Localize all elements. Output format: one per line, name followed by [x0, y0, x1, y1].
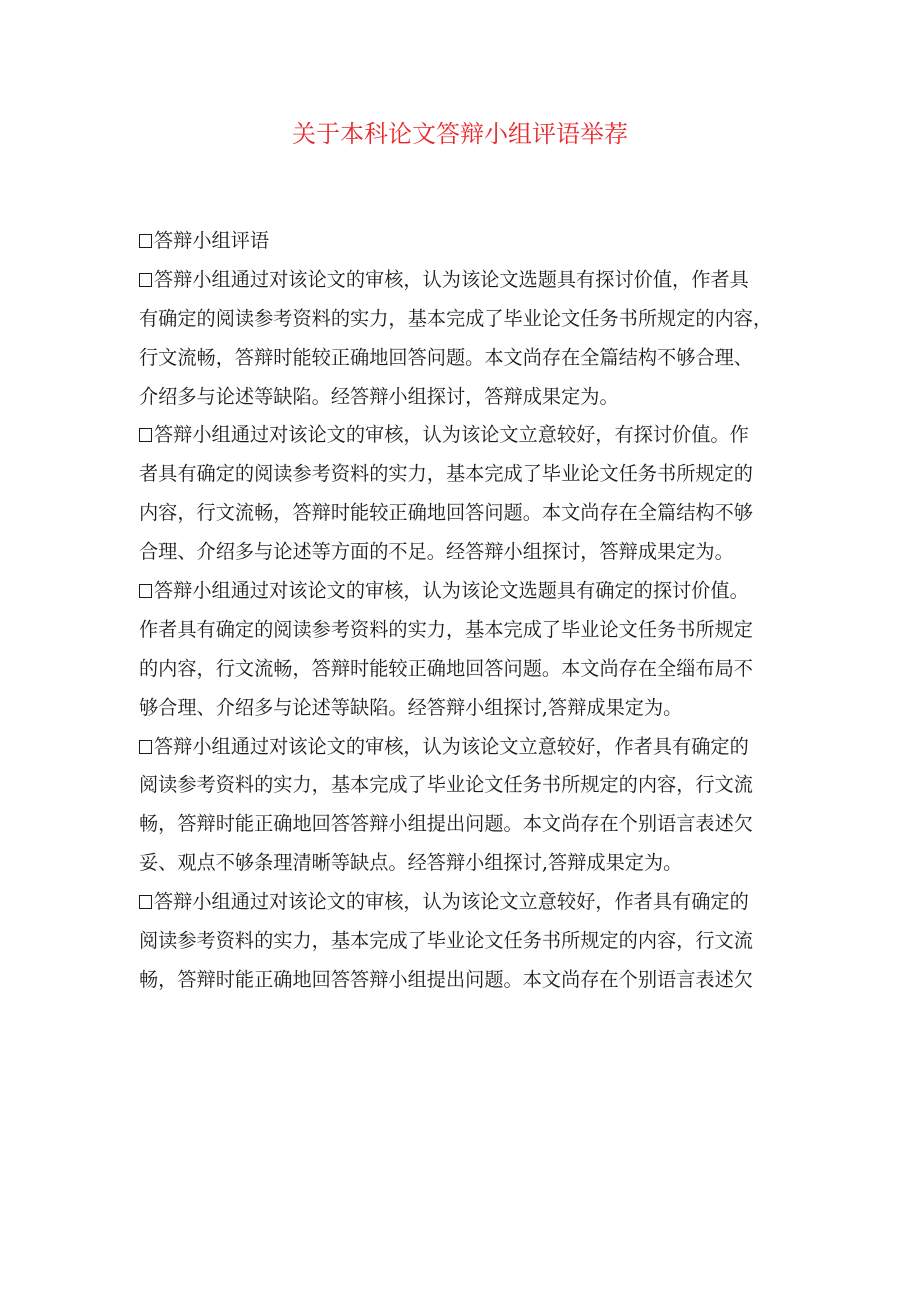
paragraph-line: 畅，答辩时能正确地回答答辩小组提出问题。本文尚存在个别语言表述欠 — [139, 812, 753, 836]
comment-paragraph — [139, 261, 785, 417]
paragraph-line: 行文流畅，答辩时能较正确地回答问题。本文尚存在全篇结构不够合理、 — [139, 345, 753, 369]
comment-paragraph — [139, 728, 785, 884]
paragraph-line: 答辩小组通过对该论文的审核，认为该论文立意较好，作者具有确定的 — [154, 734, 749, 758]
paragraph-line: 够合理、介绍多与论述等缺陷。经答辩小组探讨,答辩成果定为。 — [139, 695, 683, 719]
paragraph-line: 畅，答辩时能正确地回答答辩小组提出问题。本文尚存在个别语言表述欠 — [139, 967, 753, 991]
paragraph-line: 阅读参考资料的实力，基本完成了毕业论文任务书所规定的内容，行文流 — [139, 773, 753, 797]
paragraph-line: 者具有确定的阅读参考资料的实力，基本完成了毕业论文任务书所规定的 — [139, 462, 753, 486]
paragraph-line: 阅读参考资料的实力，基本完成了毕业论文任务书所规定的内容，行文流 — [139, 929, 753, 953]
paragraph-line: 介绍多与论述等缺陷。经答辩小组探讨，答辩成果定为。 — [139, 384, 619, 408]
checkbox-bullet-icon — [139, 273, 152, 287]
section-heading — [139, 222, 785, 261]
checkbox-bullet-icon — [139, 428, 152, 442]
paragraph-line: 答辩小组通过对该论文的审核，认为该论文立意较好，有探讨价值。作 — [154, 423, 749, 447]
paragraph-line: 答辩小组通过对该论文的审核，认为该论文选题具有确定的探讨价值。 — [154, 579, 749, 603]
checkbox-bullet-icon — [139, 740, 152, 754]
comment-paragraph — [139, 883, 785, 1000]
document-body — [139, 222, 785, 1000]
paragraph-line: 有确定的阅读参考资料的实力，基本完成了毕业论文任务书所规定的内容， — [139, 306, 773, 330]
paragraph-line: 作者具有确定的阅读参考资料的实力，基本完成了毕业论文任务书所规定 — [139, 617, 753, 641]
checkbox-bullet-icon — [139, 234, 152, 248]
comment-paragraph — [139, 416, 785, 572]
paragraph-line: 妥、观点不够条理清晰等缺点。经答辩小组探讨,答辩成果定为。 — [139, 851, 683, 875]
paragraph-line: 内容，行文流畅，答辩时能较正确地回答问题。本文尚存在全篇结构不够 — [139, 501, 753, 525]
checkbox-bullet-icon — [139, 895, 152, 909]
paragraph-line: 答辩小组通过对该论文的审核，认为该论文立意较好，作者具有确定的 — [154, 890, 749, 914]
document-title: 关于本科论文答辩小组评语举荐 — [292, 120, 628, 148]
paragraph-line: 答辩小组通过对该论文的审核，认为该论文选题具有探讨价值，作者具 — [154, 267, 749, 291]
paragraph-line: 的内容，行文流畅，答辩时能较正确地回答问题。本文尚存在全缁布局不 — [139, 656, 753, 680]
paragraph-line: 合理、介绍多与论述等方面的不足。经答辩小组探讨，答辩成果定为。 — [139, 540, 734, 564]
heading-text: 答辩小组评语 — [154, 229, 270, 252]
comment-paragraph — [139, 572, 785, 728]
checkbox-bullet-icon — [139, 584, 152, 598]
